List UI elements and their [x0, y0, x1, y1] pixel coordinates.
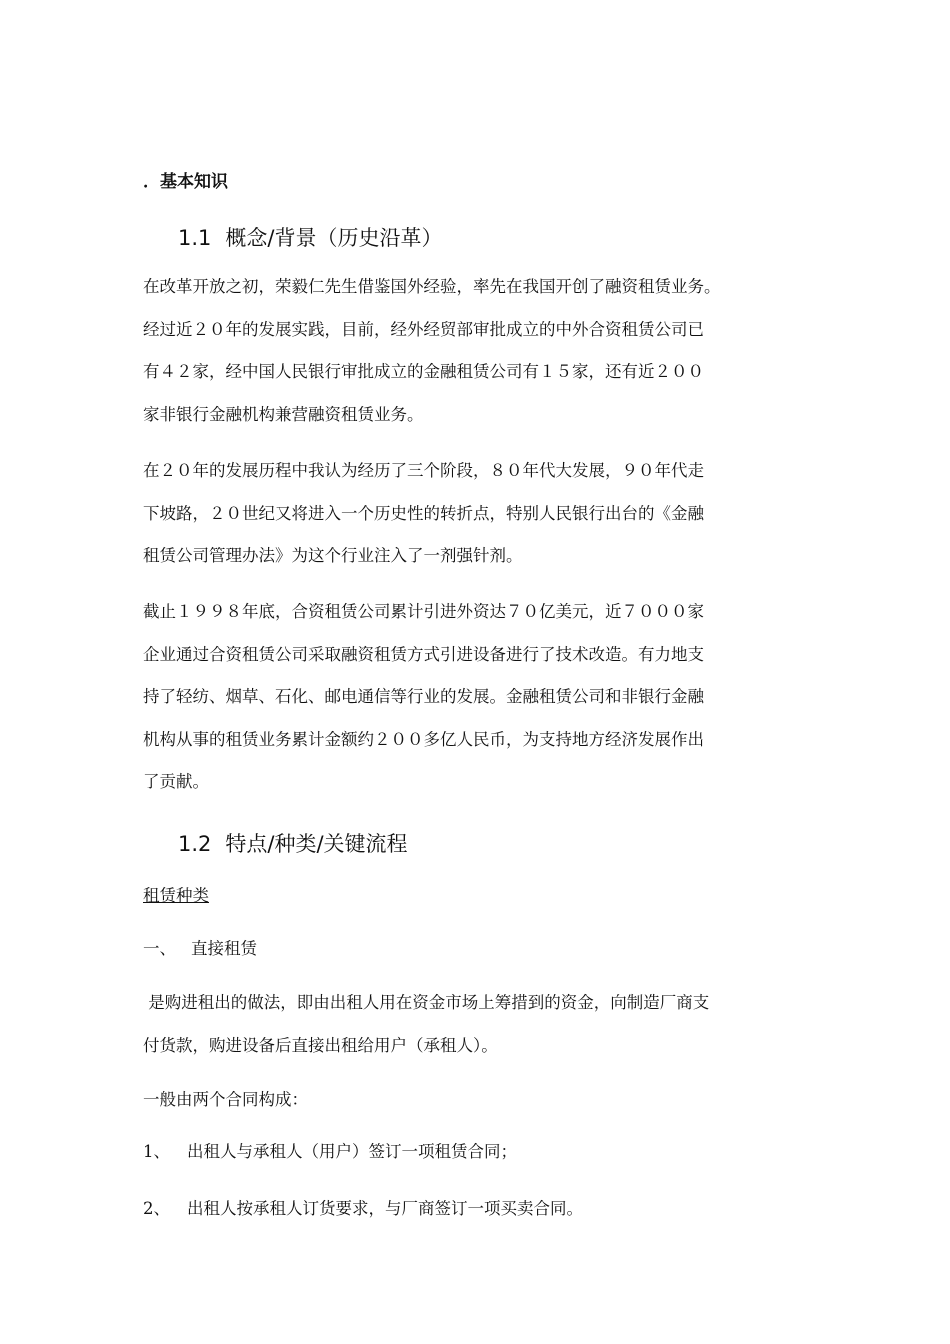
paragraph-line: 有４２家，经中国人民银行审批成立的金融租赁公司有１５家，还有近２００	[143, 362, 704, 381]
lease-type-item-direct	[143, 935, 257, 963]
paragraph-line: 了贡献。	[143, 772, 209, 791]
subsection-number: 1.2	[178, 832, 212, 856]
paragraph-line: 租赁公司管理办法》为这个行业注入了一剂强针剂。	[143, 546, 523, 565]
paragraph-line: 付货款，购进设备后直接出租给用户（承租人）。	[143, 1035, 498, 1055]
list-text: 出租人与承租人（用户）签订一项租赁合同；	[187, 1142, 517, 1161]
list-label: 直接租赁	[191, 939, 257, 958]
paragraph-achievements	[143, 591, 813, 804]
paragraph-line: 持了轻纺、烟草、石化、邮电通信等行业的发展。金融租赁公司和非银行金融	[143, 687, 704, 706]
paragraph-line: 经过近２０年的发展实践，目前，经外经贸部审批成立的中外合资租赁公司已	[143, 319, 704, 339]
paragraph-line: 在改革开放之初，荣毅仁先生借鉴国外经验，率先在我国开创了融资租赁业务。	[143, 277, 721, 296]
contracts-intro: 一般由两个合同构成：	[143, 1090, 308, 1109]
paragraph-direct-lease-desc	[143, 982, 813, 1067]
paragraph-line: 在２０年的发展历程中我认为经历了三个阶段，８０年代大发展，９０年代走	[143, 461, 704, 480]
section-heading: ．基本知识	[143, 172, 228, 192]
list-number: 一、	[143, 939, 176, 958]
list-number: 1、	[143, 1142, 170, 1161]
paragraph-line: 家非银行金融机构兼营融资租赁业务。	[143, 404, 424, 424]
subsection-number: 1.1	[178, 226, 212, 250]
paragraph-line: 企业通过合资租赁公司采取融资租赁方式引进设备进行了技术改造。有力地支	[143, 644, 704, 664]
paragraph-line: 是购进租出的做法，即由出租人用在资金市场上筹措到的资金，向制造厂商支	[143, 993, 710, 1012]
paragraph-line: 机构从事的租赁业务累计金额约２００多亿人民币，为支持地方经济发展作出	[143, 729, 704, 749]
list-text: 出租人按承租人订货要求，与厂商签订一项买卖合同。	[187, 1199, 583, 1218]
paragraph-line: 截止１９９８年底，合资租赁公司累计引进外资达７０亿美元，近７０００家	[143, 602, 704, 621]
list-number: 2、	[143, 1199, 170, 1218]
subsection-title: 特点/种类/关键流程	[225, 832, 408, 856]
subsection-title: 概念/背景（历史沿革）	[225, 226, 443, 250]
lease-types-heading: 租赁种类	[143, 886, 209, 905]
contract-item	[143, 1195, 583, 1223]
contract-item	[143, 1138, 517, 1166]
paragraph-line: 下坡路，２０世纪又将进入一个历史性的转折点，特别人民银行出台的《金融	[143, 503, 704, 523]
subsection-heading-1-2	[178, 830, 408, 858]
paragraph-history	[143, 266, 813, 436]
paragraph-stages	[143, 450, 813, 578]
subsection-heading-1-1	[178, 224, 442, 252]
